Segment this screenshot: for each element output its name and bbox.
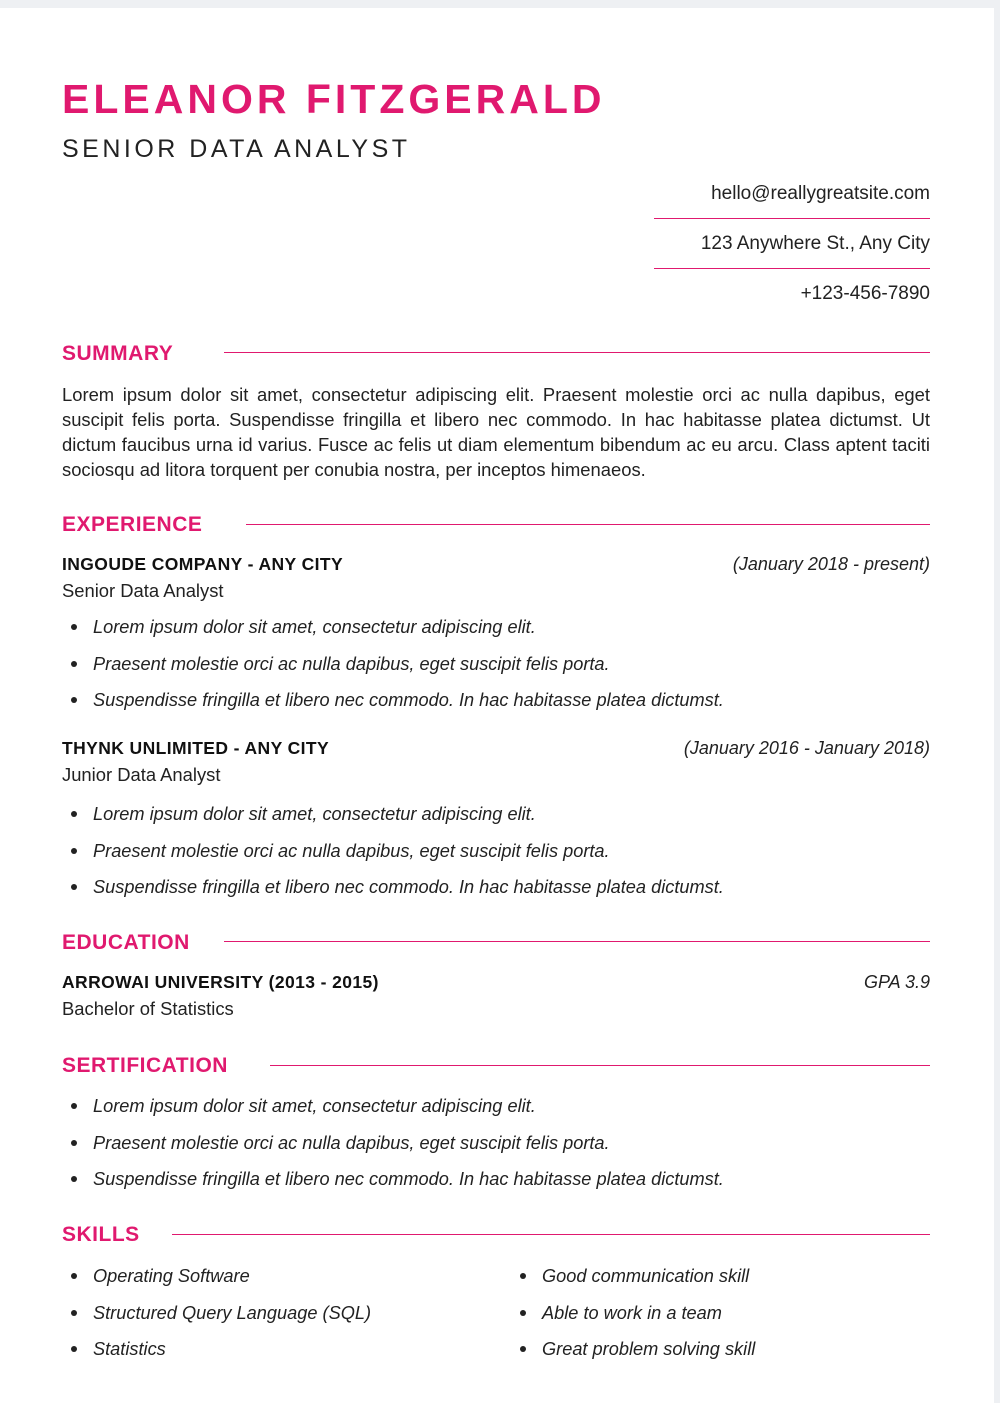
bullet-text: Praesent molestie orci ac nulla dapibus, eget suscipit felis porta. [93, 653, 610, 674]
section-divider [224, 941, 930, 942]
list-item [62, 840, 724, 877]
bullet-icon [71, 624, 77, 630]
bullet-icon [71, 697, 77, 703]
bullet-icon [71, 1346, 77, 1352]
contact-divider [654, 218, 930, 219]
experience-heading: EXPERIENCE [62, 513, 203, 536]
candidate-name: ELEANOR FITZGERALD [62, 76, 606, 122]
job-role: Junior Data Analyst [62, 764, 221, 785]
job-bullets [62, 803, 724, 913]
job-bullets [62, 616, 724, 726]
skills-list-left [62, 1265, 371, 1375]
contact-divider [654, 268, 930, 269]
list-item [511, 1338, 755, 1375]
bullet-icon [71, 1140, 77, 1146]
education-degree: Bachelor of Statistics [62, 998, 234, 1019]
education-heading: EDUCATION [62, 931, 190, 954]
skills-heading: SKILLS [62, 1223, 140, 1246]
list-item [62, 616, 724, 653]
bullet-icon [520, 1273, 526, 1279]
candidate-title: SENIOR DATA ANALYST [62, 135, 411, 163]
job-role: Senior Data Analyst [62, 580, 224, 601]
section-divider [270, 1065, 930, 1066]
resume-page [0, 8, 994, 1403]
bullet-icon [71, 811, 77, 817]
list-item [62, 1338, 371, 1375]
education-school: ARROWAI UNIVERSITY (2013 - 2015) [62, 972, 379, 992]
bullet-icon [520, 1310, 526, 1316]
skill-text: Able to work in a team [542, 1302, 722, 1323]
bullet-text: Lorem ipsum dolor sit amet, consectetur adipiscing elit. [93, 617, 536, 637]
bullet-icon [71, 884, 77, 890]
job-dates: (January 2018 - present) [732, 554, 930, 574]
list-item [511, 1265, 755, 1302]
job-company: THYNK UNLIMITED - ANY CITY [62, 738, 330, 758]
education-gpa: GPA 3.9 [863, 972, 930, 992]
section-divider [246, 524, 930, 525]
section-divider [224, 352, 930, 353]
list-item [62, 653, 724, 690]
contact-phone: +123-456-7890 [800, 283, 930, 304]
certification-heading: SERTIFICATION [62, 1054, 228, 1077]
certification-bullets [62, 1095, 724, 1205]
list-item [62, 803, 724, 840]
list-item [511, 1302, 755, 1339]
bullet-icon [71, 1273, 77, 1279]
bullet-icon [520, 1346, 526, 1352]
contact-address: 123 Anywhere St., Any City [700, 233, 930, 254]
list-item [62, 1302, 371, 1339]
summary-text: Lorem ipsum dolor sit amet, consectetur adipiscing elit. Praesent molestie orci ac nulla dapibus, eget suscipit felis porta. Suspendisse fringilla et libero nec commodo. In hac habitasse platea dictumst. Ut dictum faucibus urna id varius. Fusce ac felis ut diam elementum bibendum ac eu arcu. Class aptent taciti sociosqu ad litora torquent per conubia nostra, per inceptos himenaeos. [62, 384, 930, 480]
job-company: INGOUDE COMPANY - ANY CITY [62, 554, 344, 574]
summary-heading: SUMMARY [62, 342, 174, 365]
bullet-text: Suspendisse fringilla et libero nec commodo. In hac habitasse platea dictumst. [93, 1169, 724, 1189]
list-item [62, 1265, 371, 1302]
list-item [62, 1132, 724, 1169]
skills-list-right [511, 1265, 755, 1375]
bullet-text: Suspendisse fringilla et libero nec commodo. In hac habitasse platea dictumst. [93, 690, 724, 710]
skill-text: Good communication skill [542, 1266, 750, 1286]
skill-text: Statistics [93, 1339, 166, 1359]
job-dates: (January 2016 - January 2018) [683, 738, 930, 758]
bullet-icon [71, 848, 77, 854]
section-divider [172, 1234, 930, 1235]
skill-text: Great problem solving skill [542, 1339, 756, 1359]
list-item [62, 1095, 724, 1132]
bullet-icon [71, 1103, 77, 1109]
bullet-icon [71, 1310, 77, 1316]
bullet-text: Lorem ipsum dolor sit amet, consectetur adipiscing elit. [93, 804, 536, 824]
list-item [62, 1168, 724, 1205]
bullet-text: Lorem ipsum dolor sit amet, consectetur adipiscing elit. [93, 1096, 536, 1116]
list-item [62, 689, 724, 726]
bullet-icon [71, 661, 77, 667]
skill-text: Structured Query Language (SQL) [93, 1302, 372, 1323]
bullet-text: Praesent molestie orci ac nulla dapibus, eget suscipit felis porta. [93, 840, 610, 861]
list-item [62, 876, 724, 913]
bullet-icon [71, 1176, 77, 1182]
bullet-text: Suspendisse fringilla et libero nec commodo. In hac habitasse platea dictumst. [93, 877, 724, 897]
bullet-text: Praesent molestie orci ac nulla dapibus, eget suscipit felis porta. [93, 1132, 610, 1153]
contact-email: hello@reallygreatsite.com [711, 183, 930, 204]
skill-text: Operating Software [93, 1266, 250, 1286]
